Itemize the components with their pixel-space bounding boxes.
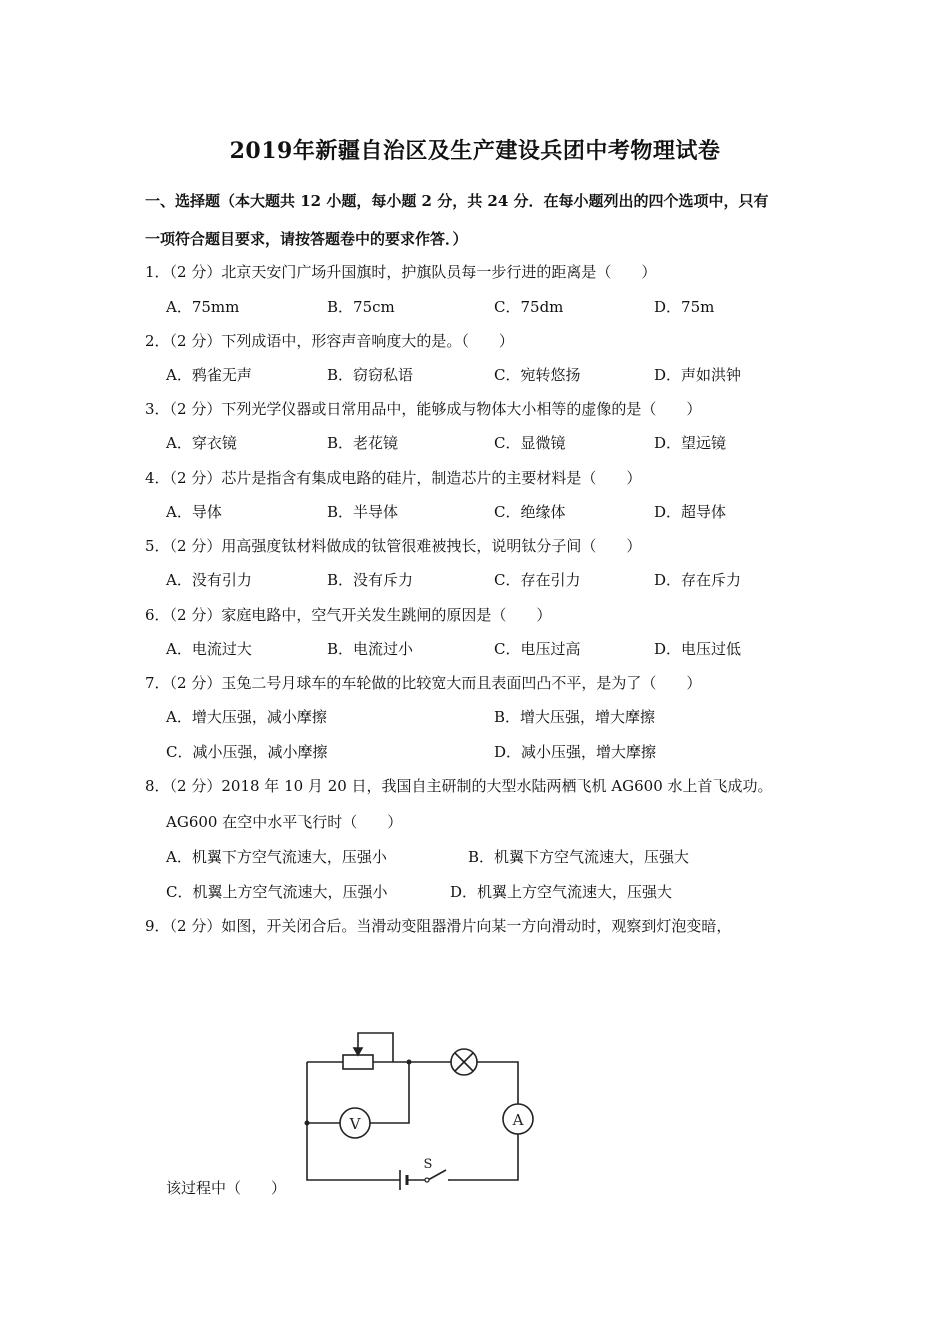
voltmeter-label: V: [349, 1115, 361, 1133]
rheostat-resistor: [343, 1055, 373, 1069]
question-2-option-a: A．鸦雀无声: [166, 366, 252, 384]
question-7-stem: 7．（2 分）玉兔二号月球车的车轮做的比较宽大而且表面凹凸不平，是为了（ ）: [145, 674, 702, 692]
question-4-stem: 4．（2 分）芯片是指含有集成电路的硅片，制造芯片的主要材料是（ ）: [145, 469, 642, 487]
question-3-stem: 3．（2 分）下列光学仪器或日常用品中，能够成与物体大小相等的虚像的是（ ）: [145, 400, 702, 418]
section-heading-line-1: 一、选择题（本大题共 12 小题，每小题 2 分，共 24 分．在每小题列出的四个选项中，只有: [145, 192, 769, 210]
question-5-option-a: A．没有引力: [166, 571, 252, 589]
question-8-stem-continued: AG600 在空中水平飞行时（ ）: [166, 813, 403, 831]
wire-right-bottom: [450, 1134, 518, 1180]
question-6-option-a: A．电流过大: [166, 640, 252, 658]
question-4-option-c: C．绝缘体: [494, 503, 566, 521]
question-3-option-d: D．望远镜: [654, 434, 727, 452]
switch-label: S: [423, 1157, 433, 1172]
wire-voltmeter-right: [370, 1062, 409, 1123]
question-8-option-a: A．机翼下方空气流速大，压强小: [166, 848, 387, 866]
question-7-option-a: A．增大压强，减小摩擦: [166, 708, 327, 726]
question-8-stem: 8．（2 分）2018 年 10 月 20 日，我国自主研制的大型水陆两栖飞机 AG600 水上首飞成功。: [145, 777, 773, 795]
question-8-option-b: B．机翼下方空气流速大，压强大: [468, 848, 690, 866]
exam-title: 2019年新疆自治区及生产建设兵团中考物理试卷: [229, 138, 721, 164]
question-3-option-b: B．老花镜: [327, 434, 399, 452]
rheostat-slider-arrow: [354, 1048, 362, 1055]
question-2-stem: 2．（2 分）下列成语中，形容声音响度大的是。（ ）: [145, 332, 514, 350]
question-6-option-c: C．电压过高: [494, 640, 581, 658]
question-1-option-a: A．75mm: [166, 298, 240, 316]
question-7-option-d: D．减小压强，增大摩擦: [494, 743, 657, 761]
section-heading-line-2: 一项符合题目要求，请按答题卷中的要求作答．）: [145, 230, 468, 248]
question-5-stem: 5．（2 分）用高强度钛材料做成的钛管很难被拽长，说明钛分子间（ ）: [145, 537, 642, 555]
ammeter-label: A: [512, 1111, 524, 1129]
question-9-stem: 9．（2 分）如图，开关闭合后。当滑动变阻器滑片向某一方向滑动时，观察到灯泡变暗，: [145, 917, 732, 935]
question-6-stem: 6．（2 分）家庭电路中，空气开关发生跳闸的原因是（ ）: [145, 606, 552, 624]
question-4-option-b: B．半导体: [327, 503, 399, 521]
question-6-option-b: B．电流过小: [327, 640, 414, 658]
junction-left: [305, 1121, 310, 1126]
question-6-option-d: D．电压过低: [654, 640, 742, 658]
switch-contact: [425, 1178, 429, 1182]
question-4-option-a: A．导体: [166, 503, 222, 521]
question-1-option-b: B．75cm: [327, 298, 395, 316]
rheostat-slider-wire: [358, 1033, 393, 1062]
question-8-option-c: C．机翼上方空气流速大，压强小: [166, 883, 388, 901]
question-1-option-c: C．75dm: [494, 298, 564, 316]
question-2-option-d: D．声如洪钟: [654, 366, 742, 384]
question-7-option-c: C．减小压强，减小摩擦: [166, 743, 328, 761]
junction-top: [407, 1060, 412, 1065]
question-5-option-d: D．存在斥力: [654, 571, 742, 589]
question-2-option-b: B．窃窃私语: [327, 366, 414, 384]
question-2-option-c: C．宛转悠扬: [494, 366, 581, 384]
wire-top-right: [477, 1062, 518, 1104]
question-5-option-b: B．没有斥力: [327, 571, 414, 589]
question-4-option-d: D．超导体: [654, 503, 727, 521]
question-5-option-c: C．存在引力: [494, 571, 581, 589]
question-1-option-d: D．75m: [654, 298, 715, 316]
question-3-option-a: A．穿衣镜: [166, 434, 237, 452]
question-7-option-b: B．增大压强，增大摩擦: [494, 708, 656, 726]
question-8-option-d: D．机翼上方空气流速大，压强大: [450, 883, 673, 901]
question-1-stem: 1．（2 分）北京天安门广场升国旗时，护旗队员每一步行进的距离是（ ）: [145, 263, 657, 281]
question-3-option-c: C．显微镜: [494, 434, 566, 452]
question-9-stem-continued: 该过程中（ ）: [166, 1179, 287, 1197]
